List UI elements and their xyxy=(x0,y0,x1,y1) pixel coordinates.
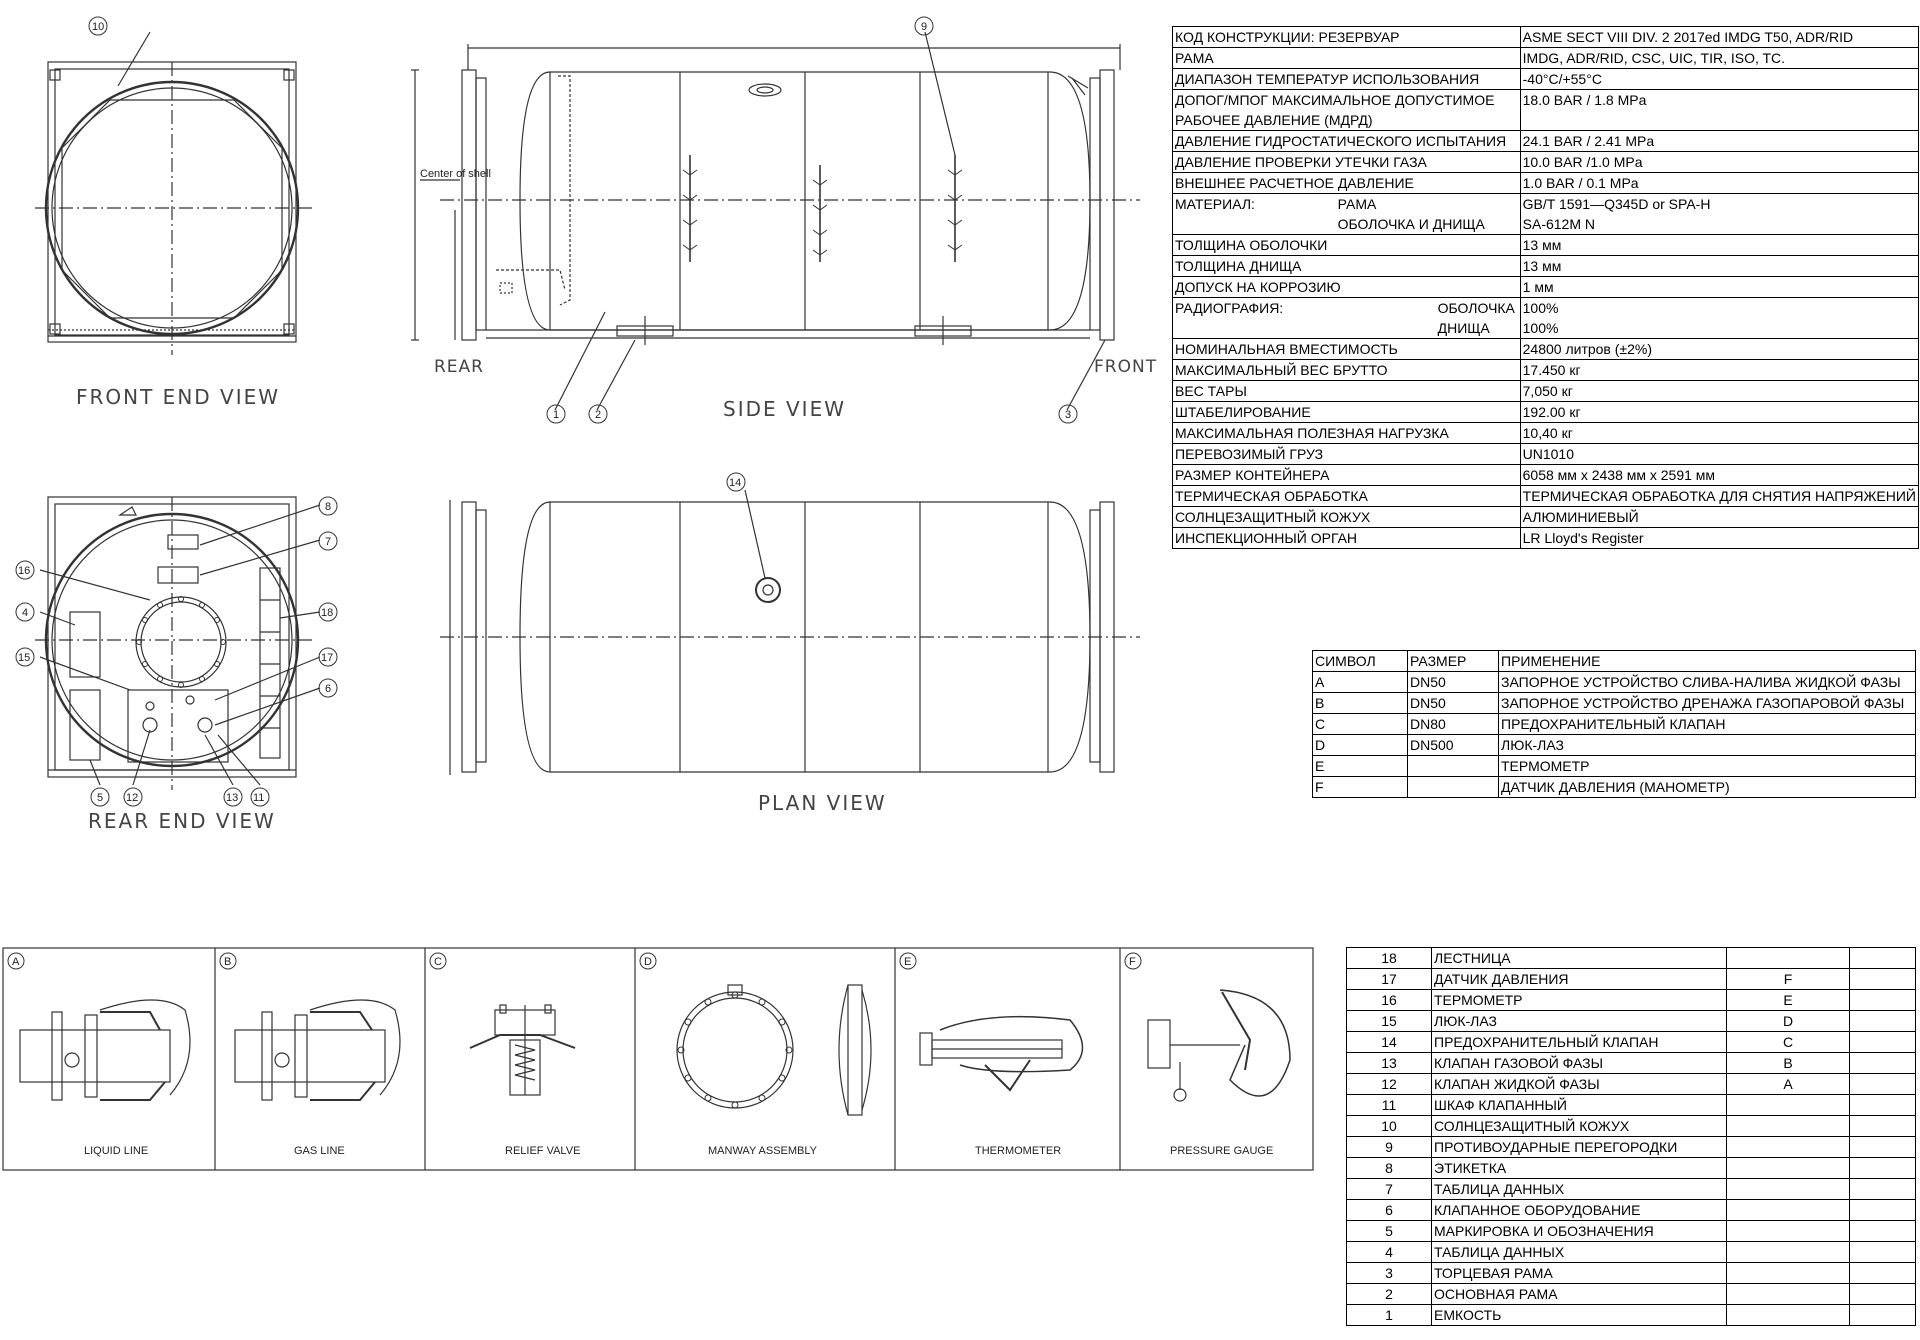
balloon-1: 1 xyxy=(553,409,560,421)
balloon-9: 9 xyxy=(921,21,928,33)
spec-row xyxy=(1173,90,1919,131)
detail-e-letter: E xyxy=(904,956,912,968)
spec-value: 100% xyxy=(1522,300,1559,316)
part-number: 7 xyxy=(1347,1179,1432,1200)
detail-b-letter: B xyxy=(224,956,232,968)
table-row xyxy=(1313,756,1916,777)
size-cell: DN500 xyxy=(1408,735,1499,756)
symbol-header: СИМВОЛ xyxy=(1313,651,1408,672)
symbol-cell: A xyxy=(1313,672,1408,693)
detail-c-drawing xyxy=(470,1005,575,1095)
size-cell xyxy=(1408,777,1499,798)
table-row xyxy=(1347,948,1916,969)
spec-value: 17.450 кг xyxy=(1520,360,1918,381)
spec-row xyxy=(1173,528,1919,549)
part-extra xyxy=(1850,969,1916,990)
part-number: 18 xyxy=(1347,948,1432,969)
table-row xyxy=(1313,777,1916,798)
part-number: 5 xyxy=(1347,1221,1432,1242)
table-row xyxy=(1347,1137,1916,1158)
part-name: КЛАПАН ЖИДКОЙ ФАЗЫ xyxy=(1432,1074,1727,1095)
part-symbol xyxy=(1727,948,1850,969)
spec-row xyxy=(1173,381,1919,402)
spec-value: 1.0 BAR / 0.1 MPa xyxy=(1520,173,1918,194)
spec-key: КОД КОНСТРУКЦИИ: РЕЗЕРВУАР xyxy=(1173,27,1521,48)
spec-key: СОЛНЦЕЗАЩИТНЫЙ КОЖУХ xyxy=(1173,507,1521,528)
detail-b-drawing xyxy=(235,1000,400,1100)
spec-row xyxy=(1173,486,1919,507)
spec-key: МАКСИМАЛЬНЫЙ ВЕС БРУТТО xyxy=(1173,360,1521,381)
rear-side-label: REAR xyxy=(434,357,484,377)
spec-row xyxy=(1173,277,1919,298)
symbol-header-row xyxy=(1313,651,1916,672)
spec-row xyxy=(1173,235,1919,256)
part-symbol xyxy=(1727,1137,1850,1158)
spec-row xyxy=(1173,402,1919,423)
table-row xyxy=(1347,1284,1916,1305)
detail-c-caption: RELIEF VALVE xyxy=(505,1145,581,1157)
spec-row xyxy=(1173,152,1919,173)
table-row xyxy=(1347,1179,1916,1200)
rear-end-view xyxy=(35,497,312,1180)
spec-key-cell xyxy=(1173,90,1521,131)
spec-value: GB/T 1591—Q345D or SPA-H xyxy=(1522,196,1711,212)
part-number: 10 xyxy=(1347,1116,1432,1137)
front-end-view xyxy=(35,32,312,355)
part-name: КЛАПАН ГАЗОВОЙ ФАЗЫ xyxy=(1432,1053,1727,1074)
part-number: 9 xyxy=(1347,1137,1432,1158)
table-row xyxy=(1347,990,1916,1011)
spec-value: 1 мм xyxy=(1520,277,1918,298)
detail-f-caption: PRESSURE GAUGE xyxy=(1170,1145,1274,1157)
symbol-table xyxy=(1312,650,1916,798)
part-extra xyxy=(1850,1137,1916,1158)
spec-key: ИНСПЕКЦИОННЫЙ ОРГАН xyxy=(1173,528,1521,549)
table-row xyxy=(1347,969,1916,990)
spec-row xyxy=(1173,507,1919,528)
center-of-shell-label: Center of shell xyxy=(420,168,491,180)
spec-key: ДИАПАЗОН ТЕМПЕРАТУР ИСПОЛЬЗОВАНИЯ xyxy=(1173,69,1521,90)
details-strip xyxy=(3,948,1313,1170)
spec-subkey-a: ОБОЛОЧКА xyxy=(1437,300,1515,316)
spec-value: IMDG, ADR/RID, CSC, UIC, TIR, ISO, TC. xyxy=(1520,48,1918,69)
balloon-7: 7 xyxy=(325,536,332,548)
spec-value: АЛЮМИНИЕВЫЙ xyxy=(1520,507,1918,528)
part-symbol xyxy=(1727,1221,1850,1242)
detail-a-letter: A xyxy=(12,956,20,968)
part-name: ТАБЛИЦА ДАННЫХ xyxy=(1432,1179,1727,1200)
part-extra xyxy=(1850,1053,1916,1074)
detail-d-drawing xyxy=(677,985,871,1115)
parts-list-table xyxy=(1346,947,1916,1326)
application-cell: ДАТЧИК ДАВЛЕНИЯ (МАНОМЕТР) xyxy=(1499,777,1916,798)
spec-key: ДОПУСК НА КОРРОЗИЮ xyxy=(1173,277,1521,298)
part-extra xyxy=(1850,948,1916,969)
spec-value: 10,40 кг xyxy=(1520,423,1918,444)
spec-row xyxy=(1173,256,1919,277)
part-number: 13 xyxy=(1347,1053,1432,1074)
balloon-6: 6 xyxy=(325,683,332,695)
part-name: ЕМКОСТЬ xyxy=(1432,1305,1727,1326)
rear-end-view-title: REAR END VIEW xyxy=(88,809,276,833)
part-extra xyxy=(1850,1242,1916,1263)
balloon-14: 14 xyxy=(729,477,742,489)
part-extra xyxy=(1850,1200,1916,1221)
size-cell: DN50 xyxy=(1408,672,1499,693)
spec-value-line2: 100% xyxy=(1522,320,1559,336)
spec-key: МАТЕРИАЛ: xyxy=(1175,196,1255,212)
part-extra xyxy=(1850,1032,1916,1053)
balloon-3: 3 xyxy=(1065,409,1072,421)
part-number: 11 xyxy=(1347,1095,1432,1116)
spec-row xyxy=(1173,465,1919,486)
balloons xyxy=(16,17,1077,806)
spec-value: 7,050 кг xyxy=(1520,381,1918,402)
spec-row xyxy=(1173,194,1919,235)
spec-key-cell xyxy=(1173,194,1521,235)
rear-leaders xyxy=(40,505,320,785)
part-symbol: A xyxy=(1727,1074,1850,1095)
part-extra xyxy=(1850,1263,1916,1284)
part-extra xyxy=(1850,1284,1916,1305)
spec-key: РАМА xyxy=(1173,48,1521,69)
spec-value: LR Lloyd's Register xyxy=(1520,528,1918,549)
part-name: СОЛНЦЕЗАЩИТНЫЙ КОЖУХ xyxy=(1432,1116,1727,1137)
spec-subkey-a: РАМА xyxy=(1337,196,1377,212)
part-symbol: F xyxy=(1727,969,1850,990)
spec-row xyxy=(1173,173,1919,194)
table-row xyxy=(1313,714,1916,735)
side-view-title: SIDE VIEW xyxy=(723,397,846,421)
spec-value: ТЕРМИЧЕСКАЯ ОБРАБОТКА ДЛЯ СНЯТИЯ НАПРЯЖЕНИЙ xyxy=(1520,486,1918,507)
part-extra xyxy=(1850,1305,1916,1326)
application-cell: ЗАПОРНОЕ УСТРОЙСТВО ДРЕНАЖА ГАЗОПАРОВОЙ ФАЗЫ xyxy=(1499,693,1916,714)
part-symbol xyxy=(1727,1179,1850,1200)
side-view xyxy=(411,32,1140,410)
plan-view xyxy=(440,490,1140,775)
part-extra xyxy=(1850,1221,1916,1242)
plan-view-title: PLAN VIEW xyxy=(758,791,887,815)
spec-key: ДАВЛЕНИЕ ПРОВЕРКИ УТЕЧКИ ГАЗА xyxy=(1173,152,1521,173)
part-symbol xyxy=(1727,1095,1850,1116)
detail-e-caption: THERMOMETER xyxy=(975,1145,1062,1157)
spec-value: ASME SECT VIII DIV. 2 2017ed IMDG T50, ADR/RID xyxy=(1520,27,1918,48)
table-row xyxy=(1347,1053,1916,1074)
application-cell: ЗАПОРНОЕ УСТРОЙСТВО СЛИВА-НАЛИВА ЖИДКОЙ ФАЗЫ xyxy=(1499,672,1916,693)
spec-row xyxy=(1173,27,1919,48)
spec-value: 192.00 кг xyxy=(1520,402,1918,423)
balloon-2: 2 xyxy=(595,409,602,421)
part-number: 15 xyxy=(1347,1011,1432,1032)
spec-key: НОМИНАЛЬНАЯ ВМЕСТИМОСТЬ xyxy=(1173,339,1521,360)
spec-key: ПЕРЕВОЗИМЫЙ ГРУЗ xyxy=(1173,444,1521,465)
part-extra xyxy=(1850,1179,1916,1200)
spec-key: РАДИОГРАФИЯ: xyxy=(1175,300,1284,316)
spec-key: ДОПОГ/МПОГ МАКСИМАЛЬНОЕ ДОПУСТИМОЕ xyxy=(1175,92,1495,108)
spec-key: ШТАБЕЛИРОВАНИЕ xyxy=(1173,402,1521,423)
part-number: 16 xyxy=(1347,990,1432,1011)
part-number: 8 xyxy=(1347,1158,1432,1179)
detail-c-letter: C xyxy=(434,956,442,968)
spec-key: РАЗМЕР КОНТЕЙНЕРА xyxy=(1173,465,1521,486)
size-cell: DN50 xyxy=(1408,693,1499,714)
part-number: 2 xyxy=(1347,1284,1432,1305)
spec-key: ДАВЛЕНИЕ ГИДРОСТАТИЧЕСКОГО ИСПЫТАНИЯ xyxy=(1173,131,1521,152)
balloon-10: 10 xyxy=(92,21,105,33)
spec-row xyxy=(1173,298,1919,339)
balloon-15: 15 xyxy=(18,652,31,664)
part-symbol xyxy=(1727,1116,1850,1137)
application-header: ПРИМЕНЕНИЕ xyxy=(1499,651,1916,672)
part-symbol xyxy=(1727,1242,1850,1263)
spec-value: 6058 мм х 2438 мм х 2591 мм xyxy=(1520,465,1918,486)
size-header: РАЗМЕР xyxy=(1408,651,1499,672)
spec-row xyxy=(1173,339,1919,360)
size-cell xyxy=(1408,756,1499,777)
spec-subkey-b: ДНИЩА xyxy=(1437,320,1490,336)
table-row xyxy=(1347,1158,1916,1179)
spec-row xyxy=(1173,69,1919,90)
table-row xyxy=(1347,1200,1916,1221)
part-extra xyxy=(1850,1011,1916,1032)
detail-b-caption: GAS LINE xyxy=(294,1145,345,1157)
part-name: ПРЕДОХРАНИТЕЛЬНЫЙ КЛАПАН xyxy=(1432,1032,1727,1053)
spec-value: 10.0 BAR /1.0 MPa xyxy=(1520,152,1918,173)
spec-table xyxy=(1172,26,1919,549)
table-row xyxy=(1347,1011,1916,1032)
detail-labels xyxy=(12,956,1273,1157)
spec-subkey-b: ОБОЛОЧКА И ДНИЩА xyxy=(1337,216,1485,232)
detail-f-letter: F xyxy=(1129,956,1136,968)
detail-e-drawing xyxy=(920,1017,1083,1090)
spec-value-cell xyxy=(1520,298,1918,339)
part-number: 4 xyxy=(1347,1242,1432,1263)
table-row xyxy=(1347,1263,1916,1284)
table-row xyxy=(1347,1242,1916,1263)
part-name: ЛЕСТНИЦА xyxy=(1432,948,1727,969)
part-symbol xyxy=(1727,1158,1850,1179)
spec-row xyxy=(1173,48,1919,69)
symbol-cell: E xyxy=(1313,756,1408,777)
table-row xyxy=(1347,1305,1916,1326)
spec-row xyxy=(1173,131,1919,152)
balloon-11: 11 xyxy=(253,792,265,804)
balloon-12: 12 xyxy=(126,792,139,804)
spec-key: ТОЛЩИНА ДНИЩА xyxy=(1173,256,1521,277)
symbol-cell: C xyxy=(1313,714,1408,735)
part-symbol: B xyxy=(1727,1053,1850,1074)
size-cell: DN80 xyxy=(1408,714,1499,735)
part-name: ТОРЦЕВАЯ РАМА xyxy=(1432,1263,1727,1284)
part-symbol xyxy=(1727,1305,1850,1326)
spec-key: ТОЛЩИНА ОБОЛОЧКИ xyxy=(1173,235,1521,256)
part-name: КЛАПАННОЕ ОБОРУДОВАНИЕ xyxy=(1432,1200,1727,1221)
spec-key: ВЕС ТАРЫ xyxy=(1173,381,1521,402)
spec-value-cell xyxy=(1520,194,1918,235)
part-name: МАРКИРОВКА И ОБОЗНАЧЕНИЯ xyxy=(1432,1221,1727,1242)
spec-value: -40°C/+55°C xyxy=(1520,69,1918,90)
table-row xyxy=(1347,1032,1916,1053)
detail-a-drawing xyxy=(20,1000,190,1100)
symbol-cell: B xyxy=(1313,693,1408,714)
application-cell: ТЕРМОМЕТР xyxy=(1499,756,1916,777)
part-extra xyxy=(1850,1158,1916,1179)
front-end-view-title: FRONT END VIEW xyxy=(76,385,281,409)
spec-key: ВНЕШНЕЕ РАСЧЕТНОЕ ДАВЛЕНИЕ xyxy=(1173,173,1521,194)
balloon-8: 8 xyxy=(325,501,332,513)
symbol-cell: D xyxy=(1313,735,1408,756)
spec-key: МАКСИМАЛЬНАЯ ПОЛЕЗНАЯ НАГРУЗКА xyxy=(1173,423,1521,444)
spec-key: ТЕРМИЧЕСКАЯ ОБРАБОТКА xyxy=(1173,486,1521,507)
part-symbol xyxy=(1727,1284,1850,1305)
part-symbol: D xyxy=(1727,1011,1850,1032)
spec-key-line2: РАБОЧЕЕ ДАВЛЕНИЕ (МДРД) xyxy=(1175,112,1373,128)
symbol-cell: F xyxy=(1313,777,1408,798)
part-extra xyxy=(1850,1095,1916,1116)
part-name: ОСНОВНАЯ РАМА xyxy=(1432,1284,1727,1305)
part-name: ДАТЧИК ДАВЛЕНИЯ xyxy=(1432,969,1727,990)
part-extra xyxy=(1850,1116,1916,1137)
spec-value-line2: SA-612M N xyxy=(1522,216,1595,232)
part-symbol xyxy=(1727,1200,1850,1221)
spec-row xyxy=(1173,444,1919,465)
part-name: ЛЮК-ЛАЗ xyxy=(1432,1011,1727,1032)
part-number: 12 xyxy=(1347,1074,1432,1095)
table-row xyxy=(1313,693,1916,714)
table-row xyxy=(1313,672,1916,693)
part-name: ЭТИКЕТКА xyxy=(1432,1158,1727,1179)
front-side-label: FRONT xyxy=(1094,357,1158,377)
application-cell: ПРЕДОХРАНИТЕЛЬНЫЙ КЛАПАН xyxy=(1499,714,1916,735)
table-row xyxy=(1347,1095,1916,1116)
detail-f-drawing xyxy=(1148,990,1290,1101)
part-symbol xyxy=(1727,1263,1850,1284)
spec-value: 13 мм xyxy=(1520,256,1918,277)
spec-row xyxy=(1173,423,1919,444)
detail-a-caption: LIQUID LINE xyxy=(84,1145,149,1157)
part-number: 6 xyxy=(1347,1200,1432,1221)
balloon-18: 18 xyxy=(321,607,334,619)
table-row xyxy=(1347,1074,1916,1095)
balloon-16: 16 xyxy=(18,565,31,577)
spec-row xyxy=(1173,360,1919,381)
spec-value: 13 мм xyxy=(1520,235,1918,256)
balloon-13: 13 xyxy=(226,792,239,804)
part-extra xyxy=(1850,990,1916,1011)
part-number: 17 xyxy=(1347,969,1432,990)
part-name: ТЕРМОМЕТР xyxy=(1432,990,1727,1011)
balloon-5: 5 xyxy=(97,792,104,804)
spec-value: 18.0 BAR / 1.8 MPa xyxy=(1520,90,1918,131)
part-name: ТАБЛИЦА ДАННЫХ xyxy=(1432,1242,1727,1263)
part-name: ПРОТИВОУДАРНЫЕ ПЕРЕГОРОДКИ xyxy=(1432,1137,1727,1158)
spec-value: 24800 литров (±2%) xyxy=(1520,339,1918,360)
table-row xyxy=(1347,1221,1916,1242)
table-row xyxy=(1347,1116,1916,1137)
spec-key-cell xyxy=(1173,298,1521,339)
part-symbol: C xyxy=(1727,1032,1850,1053)
spec-value: UN1010 xyxy=(1520,444,1918,465)
spec-value: 24.1 BAR / 2.41 MPa xyxy=(1520,131,1918,152)
table-row xyxy=(1313,735,1916,756)
balloon-4: 4 xyxy=(22,607,29,619)
detail-d-letter: D xyxy=(644,956,652,968)
application-cell: ЛЮК-ЛАЗ xyxy=(1499,735,1916,756)
part-extra xyxy=(1850,1074,1916,1095)
part-number: 14 xyxy=(1347,1032,1432,1053)
balloon-17: 17 xyxy=(321,652,334,664)
part-symbol: E xyxy=(1727,990,1850,1011)
part-number: 1 xyxy=(1347,1305,1432,1326)
part-number: 3 xyxy=(1347,1263,1432,1284)
part-name: ШКАФ КЛАПАННЫЙ xyxy=(1432,1095,1727,1116)
detail-d-caption: MANWAY ASSEMBLY xyxy=(708,1145,818,1157)
